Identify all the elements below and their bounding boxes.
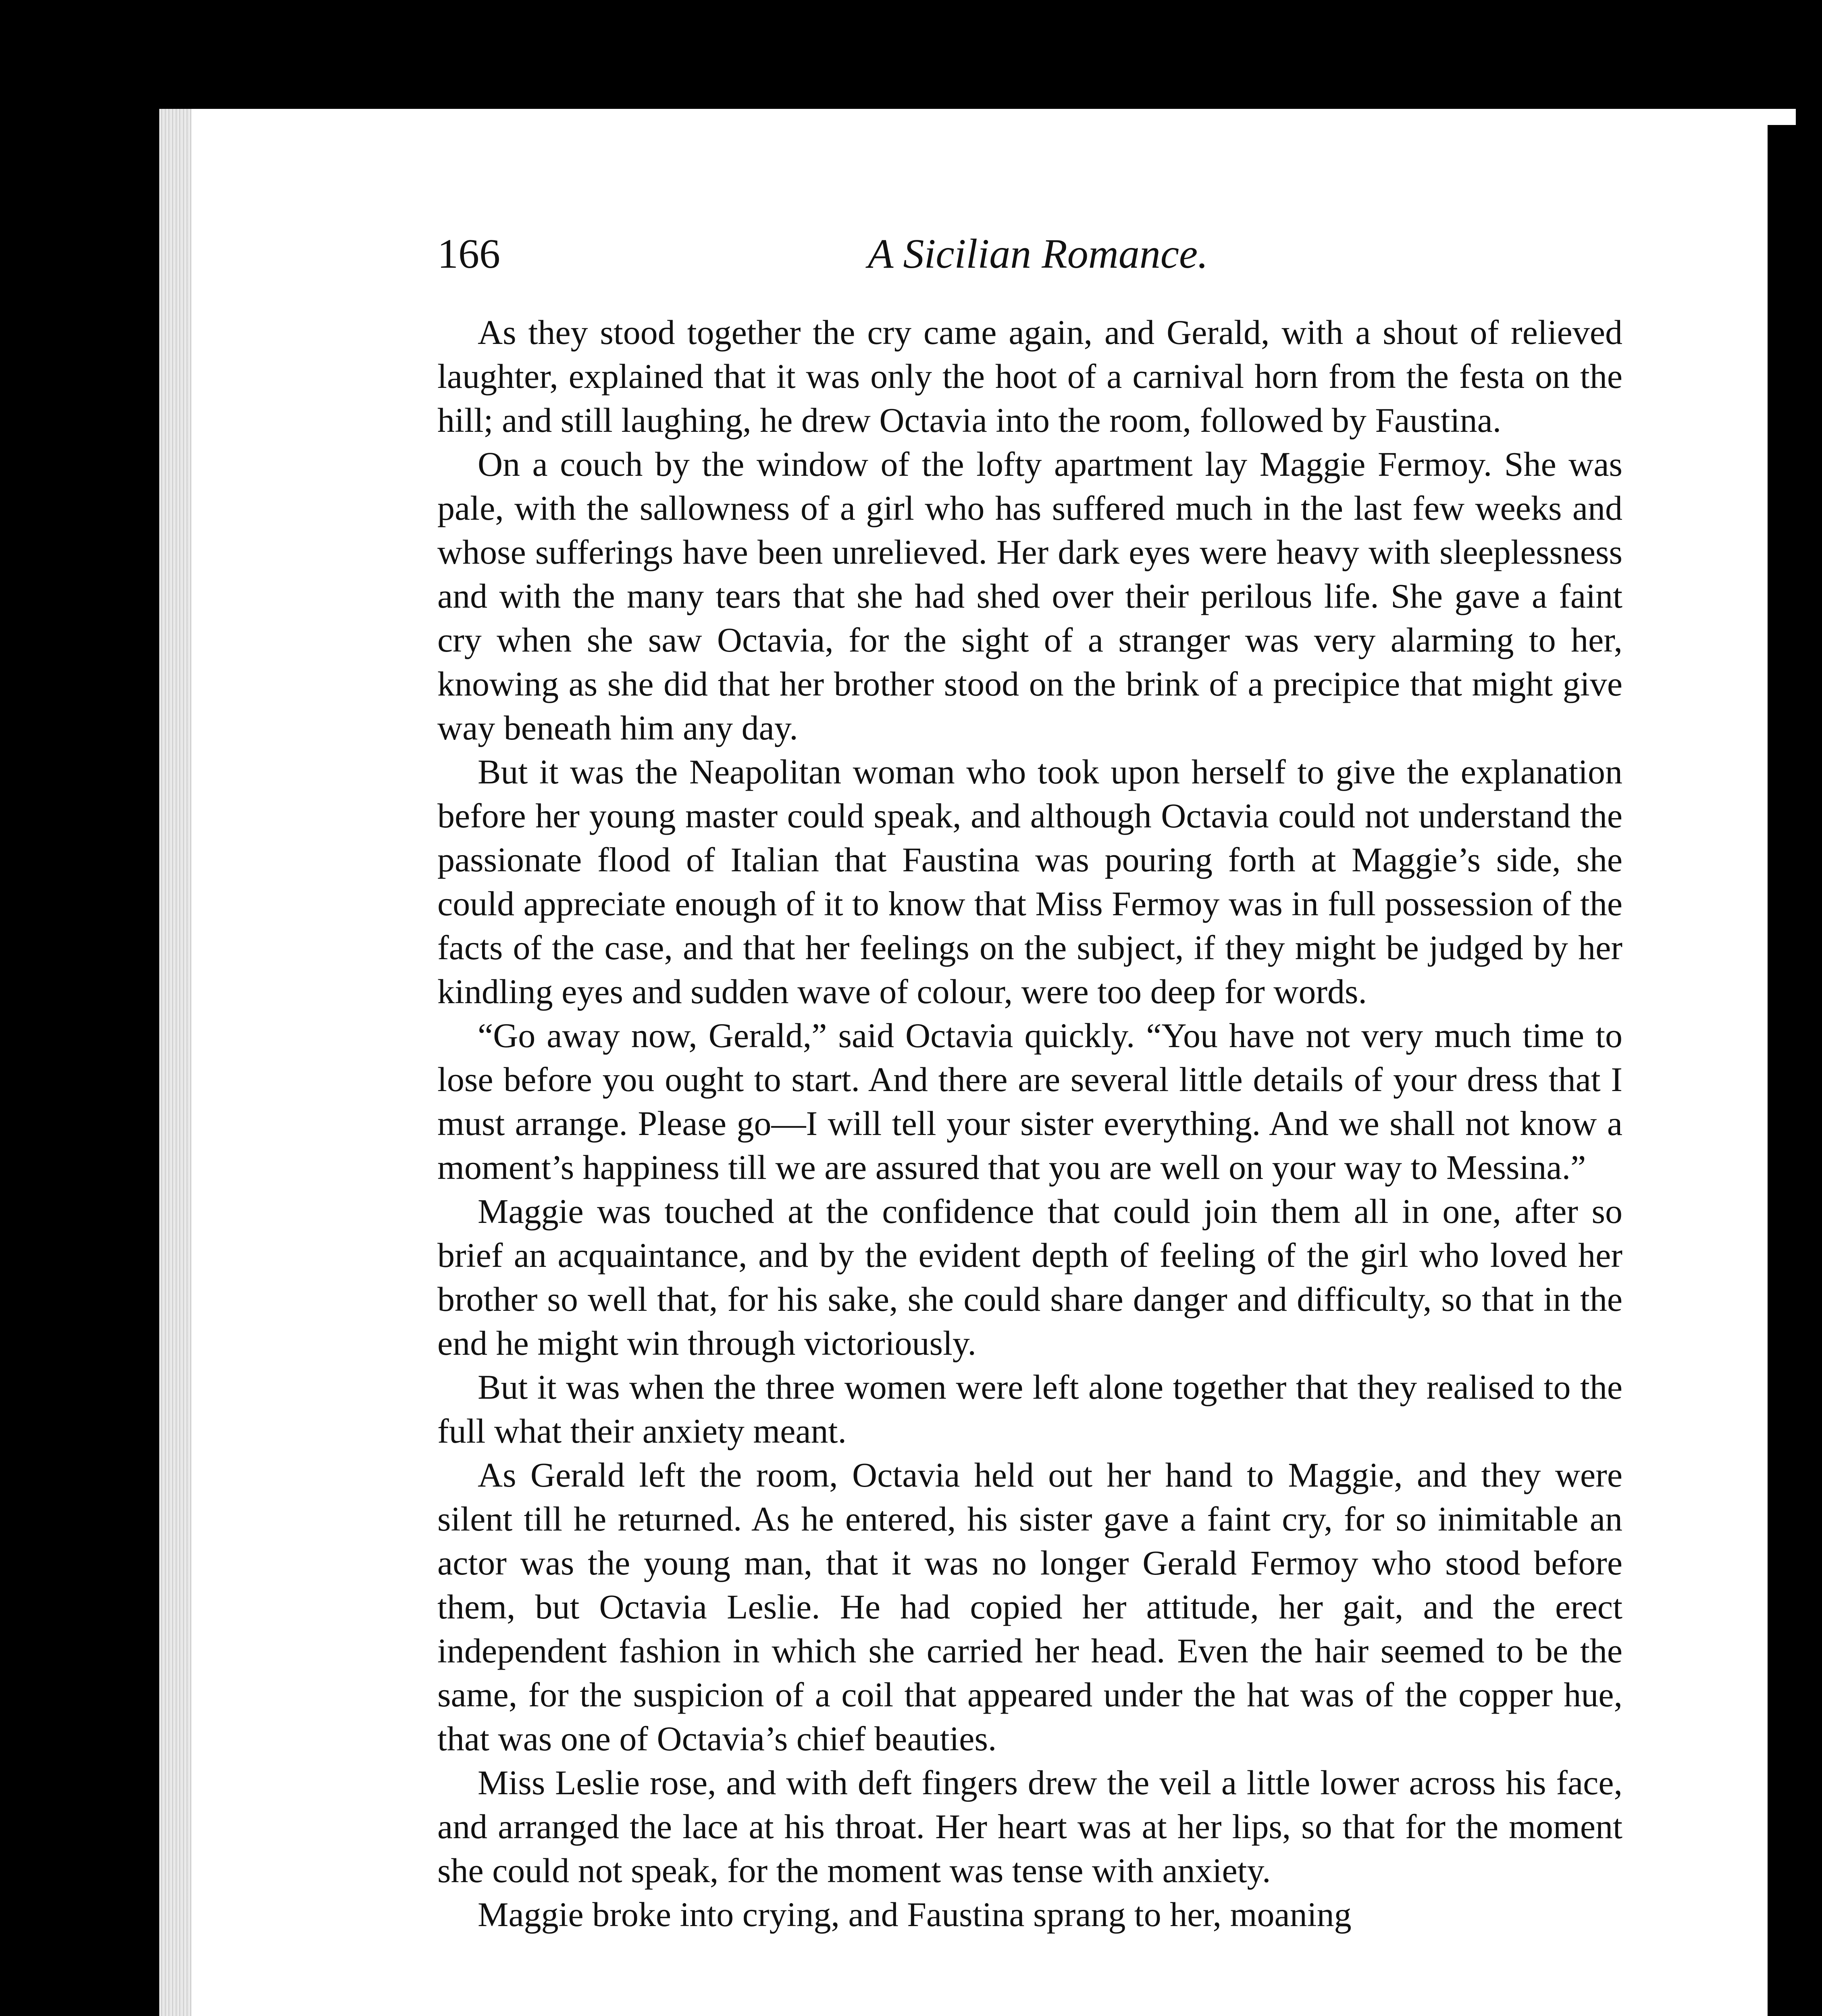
paragraph: On a couch by the window of the lofty apartment lay Maggie Fermoy. She was pale, with the sallowness of a girl who has suffered much in the last few weeks and whose sufferings have been unrelieved. Her dark eyes were heavy with sleeplessness and with the many tears that she had shed over their perilous life. She gave a faint cry when she saw Octavia, for the sight of a stranger was very alarming to her, knowing as she did that her brother stood on the brink of a precipice that might give way beneath him any day. (437, 445, 1622, 747)
paragraph: But it was when the three women were left alone together that they realised to the full what their anxiety meant. (437, 1368, 1622, 1450)
paragraph: “Go away now, Gerald,” said Octavia quickly. “You have not very much time to lose before you ought to start. And there are several little details of your dress that I must arrange. Please go—I will tell your sister everything. And we shall not know a moment’s happiness till we are assured that you are well on your way to Messina.” (437, 1016, 1622, 1187)
paragraph: But it was the Neapolitan woman who took upon herself to give the explanation before her young master could speak, and although Octavia could not understand the passionate flood of Italian that Faustina was pouring forth at Maggie’s side, she could appreciate enough of it to know that Miss Fermoy was in full possession of the facts of the case, and that her feelings on the subject, if they might be judged by her kindling eyes and sudden wave of colour, were too deep for words. (437, 752, 1622, 1011)
paragraph: Maggie was touched at the confidence that could join them all in one, after so brief an acquaintance, and by the evident depth of feeling of the girl who loved her brother so well that, for his sake, she could share danger and difficulty, so that in the end he might win through victoriously. (437, 1192, 1622, 1362)
binding-gutter (159, 109, 191, 2016)
page-edge-shadow (1768, 125, 1796, 2016)
running-title: A Sicilian Romance. (867, 231, 1208, 277)
paragraph: As Gerald left the room, Octavia held out her hand to Maggie, and they were silent till he returned. As he entered, his sister gave a faint cry, for so inimitable an actor was the young man, that it was no longer Gerald Fermoy who stood before them, but Octavia Leslie. He had copied her attitude, her gait, and the erect independent fashion in which she carried her head. Even the hair seemed to be the same, for the suspicion of a coil that appeared under the hat was of the copper hue, that was one of Octavia’s chief beauties. (437, 1456, 1622, 1758)
paragraph: As they stood together the cry came again, and Gerald, with a shout of relieved laughter, explained that it was only the hoot of a carnival horn from the festa on the hill; and still laughing, he drew Octavia into the room, followed by Faustina. (437, 313, 1622, 439)
paragraph: Maggie broke into crying, and Faustina sprang to her, moaning (478, 1895, 1352, 1934)
paragraph: Miss Leslie rose, and with deft fingers drew the veil a little lower across his face, and arranged the lace at his throat. Her heart was at her lips, so that for the moment she could not speak, for the moment was tense with anxiety. (437, 1763, 1622, 1890)
book-page (159, 109, 1796, 2016)
page-header (437, 230, 1639, 294)
page-number: 166 (437, 231, 500, 277)
body-text (437, 310, 1622, 1937)
